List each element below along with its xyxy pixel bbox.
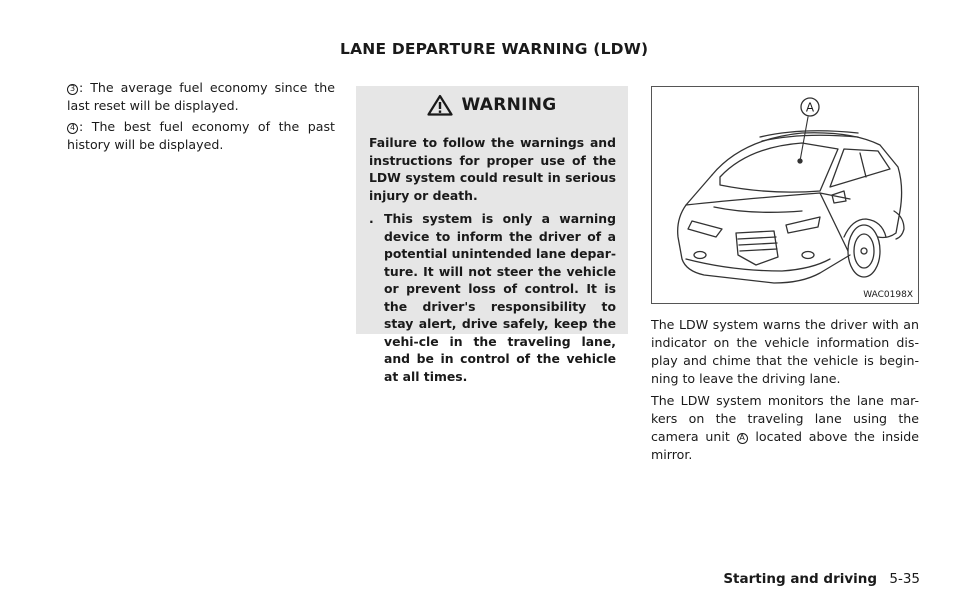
circled-number-4: 4 — [67, 123, 78, 134]
warning-box — [356, 86, 628, 384]
warning-body — [369, 134, 616, 385]
ldw-description — [651, 316, 919, 468]
callout-a-label: A — [805, 100, 815, 115]
para2-text-before: The LDW system monitors the lane mar-kers on the traveling lane using the camera unit — [651, 393, 919, 444]
figure-code: WAC0198X — [863, 290, 913, 300]
warning-bullet-text: This system is only a warning device to inform the driver of a potential unintended lane depar-ture. It will not steer the vehicle or prevent loss of control. It is the driver's responsibility to stay alert, drive safely, keep the vehi-cle in the traveling lane, and be in control of the vehicle at all times. — [384, 211, 616, 384]
warning-intro: Failure to follow the warnings and instructions for proper use of the LDW system could result in serious injury or death. — [369, 135, 616, 203]
bullet-mark: . — [369, 211, 374, 226]
section-name: Starting and driving — [723, 571, 878, 587]
vehicle-illustration — [651, 86, 919, 304]
page-number: 5-35 — [889, 571, 920, 587]
item-3-text: : The average fuel economy since the last reset will be displayed. — [67, 80, 335, 113]
warning-header — [356, 86, 628, 124]
para2-text-after: located above the inside mirror. — [651, 429, 919, 462]
page-title: LANE DEPARTURE WARNING (LDW) — [340, 40, 649, 58]
warning-bullet — [369, 210, 616, 385]
warning-triangle-icon — [427, 94, 453, 116]
item-4 — [67, 118, 335, 154]
item-3 — [67, 79, 335, 115]
page-footer — [723, 571, 920, 587]
ldw-paragraph-1: The LDW system warns the driver with an indicator on the vehicle information dis-play and chime that the vehicle is begin-ning to leave the driving lane. — [651, 317, 919, 386]
circled-number-3: 3 — [67, 84, 78, 95]
circled-letter-a: A — [737, 433, 748, 444]
item-4-text: : The best fuel economy of the past history will be displayed. — [67, 119, 335, 152]
ldw-paragraph-2 — [651, 392, 919, 464]
suv-line-drawing — [652, 87, 918, 303]
fuel-economy-items — [67, 79, 335, 157]
warning-heading: WARNING — [461, 95, 557, 115]
